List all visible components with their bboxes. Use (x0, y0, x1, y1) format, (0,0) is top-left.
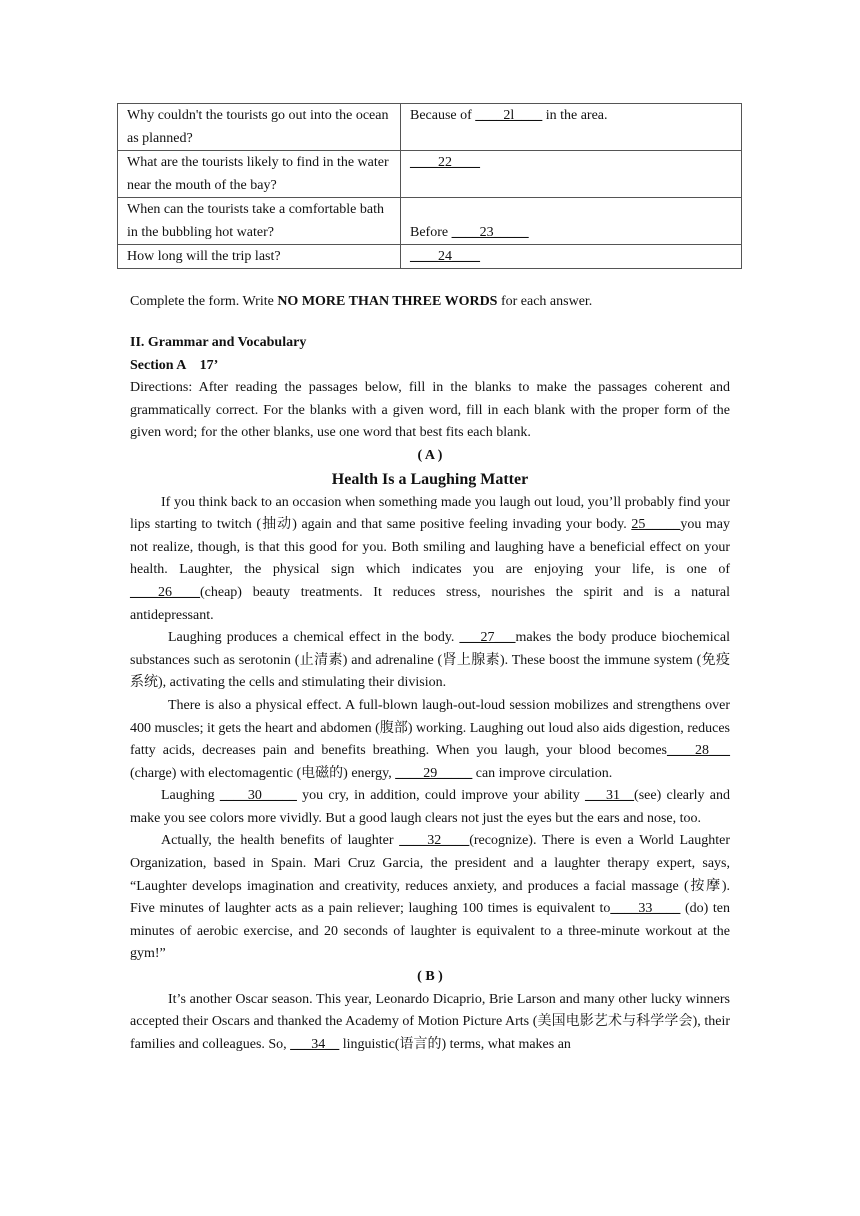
passage-paragraph (130, 989, 730, 1057)
blank-24: ____24____ (410, 249, 480, 264)
part-b-label: ( B ) (417, 969, 443, 985)
section-a-heading: Section A 17’ (130, 357, 219, 373)
paragraph-text: (do) ten minutes of aerobic exercise, and 20 seconds of laughter is equivalent to a three-minute workout at the gym!” (130, 901, 730, 962)
paragraph-text: makes the body produce biochemical substances such as serotonin (止清素) and adrenaline (肾上腺素). These boost the immune system (免疫系统), activating the cells and stimulating their division. (130, 630, 730, 691)
table-row (118, 198, 742, 245)
instruction-emphasis: NO MORE THAN THREE WORDS (277, 294, 498, 309)
table-row (118, 151, 742, 198)
directions-text: Directions: After reading the passages below, fill in the blanks to make the passages coherent and grammatically correct. For the blanks with a given word, fill in each blank with the proper form of the given word; for the other blanks, use one word that best fits each blank. (130, 380, 730, 441)
passage-paragraph (130, 627, 730, 695)
form-instruction (130, 291, 730, 314)
part-a-label: ( A ) (417, 447, 443, 463)
answer-prefix: Because of (410, 108, 476, 123)
answer-cell (401, 198, 742, 245)
question-cell: What are the tourists likely to find in the water near the mouth of the bay? (118, 151, 401, 198)
paragraph-text: linguistic(语言的) terms, what makes an (339, 1036, 571, 1052)
paragraph-text: There is also a physical effect. A full-blown laugh-out-loud session mobilizes and strengthens over 400 muscles; it gets the heart and abdomen (腹部) working. Laughing out loud also aids digestion, reduces fatty acids, decreases pain and benefits breathing. When you laugh, your blood becomes (130, 697, 730, 759)
blank-21: ____2l____ (475, 108, 543, 123)
section-heading: II. Grammar and Vocabulary (130, 335, 307, 350)
table-row (118, 104, 742, 151)
instruction-text-end: for each answer. (497, 294, 593, 309)
blank-30: ____30_____ (219, 788, 297, 804)
paragraph-text: It’s another Oscar season. This year, Leonardo Dicaprio, Brie Larson and many other lucky winners accepted their Oscars and thanked the Academy of Motion Picture Arts (美国电影艺术与科学学会), their families and colleagues. So, (130, 991, 730, 1052)
paragraph-text: Laughing (161, 788, 220, 804)
answer-cell (401, 151, 742, 198)
paragraph-text: Laughing produces a chemical effect in the body. (168, 630, 460, 646)
answer-suffix: in the area. (542, 108, 608, 123)
passage-paragraph (130, 492, 730, 628)
blank-34: ___34__ (290, 1036, 340, 1052)
question-cell: When can the tourists take a comfortable bath in the bubbling hot water? (118, 198, 401, 245)
paragraph-text: If you think back to an occasion when something made you laugh out loud, you’ll probably find your lips starting to twitch (抽动) again and that same positive feeling invading your body. (130, 494, 730, 533)
paragraph-text: you may not realize, though, is that this good for you. Both smiling and laughing have a beneficial effect on your health. Laughter, the physical sign which indicates you are enjoying your life, is one of (130, 517, 730, 578)
passage-paragraph (130, 830, 730, 966)
blank-23: ____23_____ (451, 225, 529, 240)
answer-prefix: Before (410, 225, 452, 240)
blank-28: ____28___ (667, 743, 730, 759)
passage-paragraph (130, 695, 730, 785)
blank-26: ____26____ (130, 584, 200, 600)
answer-cell (401, 104, 742, 151)
blank-27: ___27___ (459, 630, 516, 646)
blank-25: 25_____ (631, 517, 681, 533)
blank-32: ____32____ (399, 833, 470, 849)
question-cell: How long will the trip last? (118, 245, 401, 269)
paragraph-text: (see) clearly and make you see colors more vividly. But a good laugh clears not just the eyes but the ears and nose, too. (130, 788, 731, 826)
passage-a-title: Health Is a Laughing Matter (331, 470, 529, 488)
blank-31: ___31__ (585, 788, 635, 804)
passage-paragraph (130, 785, 730, 830)
table-row (118, 245, 742, 269)
paragraph-text: you cry, in addition, could improve your ability (296, 788, 586, 804)
instruction-text: Complete the form. Write (130, 294, 278, 309)
paragraph-text: (cheap) beauty treatments. It reduces stress, nourishes the spirit and is a natural antidepressant. (130, 584, 730, 623)
blank-29: ____29_____ (395, 765, 473, 781)
answer-cell (401, 245, 742, 269)
question-cell: Why couldn't the tourists go out into the ocean as planned? (118, 104, 401, 151)
paragraph-text: Actually, the health benefits of laughter (161, 833, 400, 849)
answer-form-table (117, 103, 742, 269)
blank-22: ____22____ (410, 155, 480, 170)
paragraph-text: can improve circulation. (472, 765, 613, 781)
paragraph-text: (charge) with electomagentic (电磁的) energy, (130, 765, 396, 781)
grammar-section (130, 332, 730, 1056)
paragraph-text: (recognize). There is even a World Laughter Organization, based in Spain. Mari Cruz Garcia, the president and a laughter therapy expert, says, “Laughter develops imagination and creativity, reduces anxiety, and produces a facial massage (按摩). Five minutes of laughter acts as a pain reliever; laughing 100 times is equivalent to (130, 833, 730, 917)
blank-33: ____33____ (610, 901, 681, 917)
